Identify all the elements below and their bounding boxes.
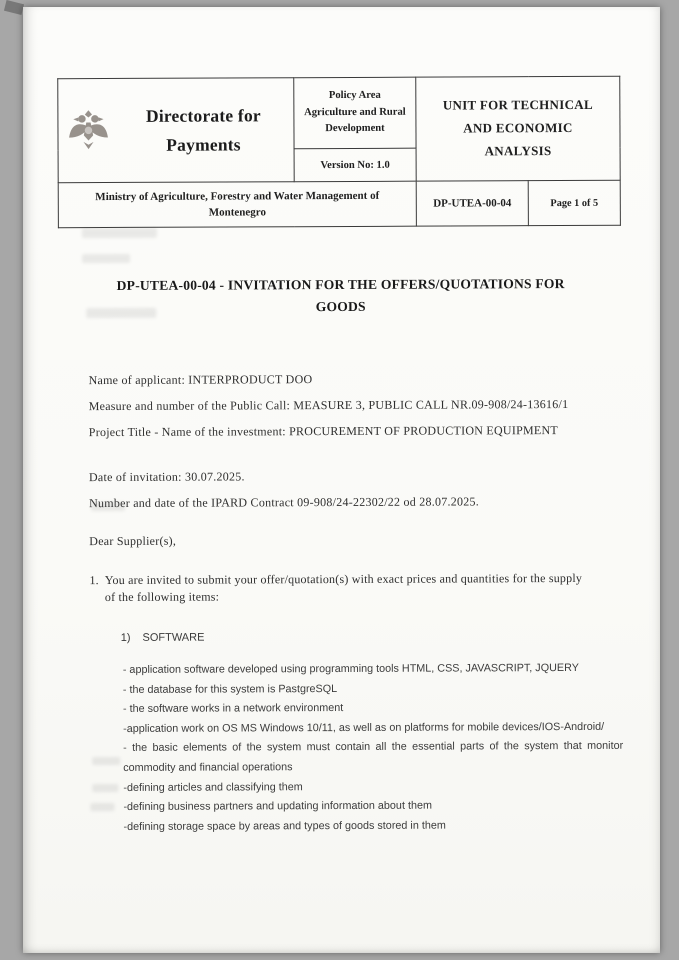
software-item-label: SOFTWARE xyxy=(142,631,205,644)
header-cell-unit: UNIT FOR TECHNICAL AND ECONOMIC ANALYSIS xyxy=(416,76,620,181)
document-title-line2: GOODS xyxy=(315,298,366,315)
software-spec-line: -application work on OS MS Windows 10/11, as well as on platforms for mobile devices/IOS-Android/ xyxy=(123,720,605,735)
applicant-line: Name of applicant: INTERPRODUCT DOO xyxy=(88,372,313,388)
salutation-line: Dear Supplier(s), xyxy=(89,533,177,549)
bleed-through-artifact xyxy=(92,784,118,792)
bleed-through-artifact xyxy=(91,502,125,511)
invitation-item-number: 1. xyxy=(89,573,99,588)
invitation-item xyxy=(89,570,591,605)
document-header-table xyxy=(57,76,621,228)
bleed-through-artifact xyxy=(82,228,157,238)
header-cell-page-info: Page 1 of 5 xyxy=(528,180,620,225)
project-title-line: Project Title - Name of the investment: PROCUREMENT OF PRODUCTION EQUIPMENT xyxy=(88,423,559,440)
software-item xyxy=(121,630,602,644)
bleed-through-artifact xyxy=(82,254,130,263)
header-cell-ministry: Ministry of Agriculture, Forestry and Water Management of Montenegro xyxy=(58,181,416,228)
header-cell-policy-area: Policy Area Agriculture and Rural Development xyxy=(294,77,416,149)
header-cell-directorate xyxy=(58,78,294,183)
software-spec-line: -defining articles and classifying them xyxy=(123,780,303,794)
directorate-title: Directorate for Payments xyxy=(145,104,261,155)
software-spec-line: - the database for this system is PastgreSQL xyxy=(122,682,338,696)
document-title-line1: DP-UTEA-00-04 - INVITATION FOR THE OFFERS/QUOTATIONS FOR xyxy=(116,276,565,293)
header-cell-doc-code: DP-UTEA-00-04 xyxy=(416,181,528,226)
invitation-item-text: You are invited to submit your offer/quotation(s) with exact prices and quantities for the supply of the following items: xyxy=(104,570,583,604)
header-cell-version: Version No: 1.0 xyxy=(294,148,416,182)
bleed-through-artifact xyxy=(86,308,156,318)
measure-line: Measure and number of the Public Call: MEASURE 3, PUBLIC CALL NR.09-908/24-13616/1 xyxy=(88,397,569,414)
software-spec-line: - application software developed using programming tools HTML, CSS, JAVASCRIPT, JQUERY xyxy=(122,661,579,676)
software-spec-line: - the software works in a network environment xyxy=(122,702,344,716)
bleed-through-artifact xyxy=(92,757,120,765)
software-spec-line: -defining storage space by areas and types of goods stored in them xyxy=(123,819,446,833)
software-spec-line: - the basic elements of the system must contain all the essential parts of the system that monitor commodity and financial operations xyxy=(123,740,624,774)
page-content xyxy=(21,6,662,955)
invitation-date-line: Date of invitation: 30.07.2025. xyxy=(88,469,245,485)
software-spec-list xyxy=(123,659,624,838)
software-item-number: 1) xyxy=(120,631,131,644)
bleed-through-artifact xyxy=(90,803,114,811)
document-page xyxy=(23,7,660,953)
montenegro-coat-of-arms-icon xyxy=(65,107,111,155)
document-body xyxy=(88,370,624,838)
ipard-contract-line: Number and date of the IPARD Contract 09-908/24-22302/22 od 28.07.2025. xyxy=(89,494,480,511)
software-spec-line: -defining business partners and updating information about them xyxy=(123,799,432,814)
